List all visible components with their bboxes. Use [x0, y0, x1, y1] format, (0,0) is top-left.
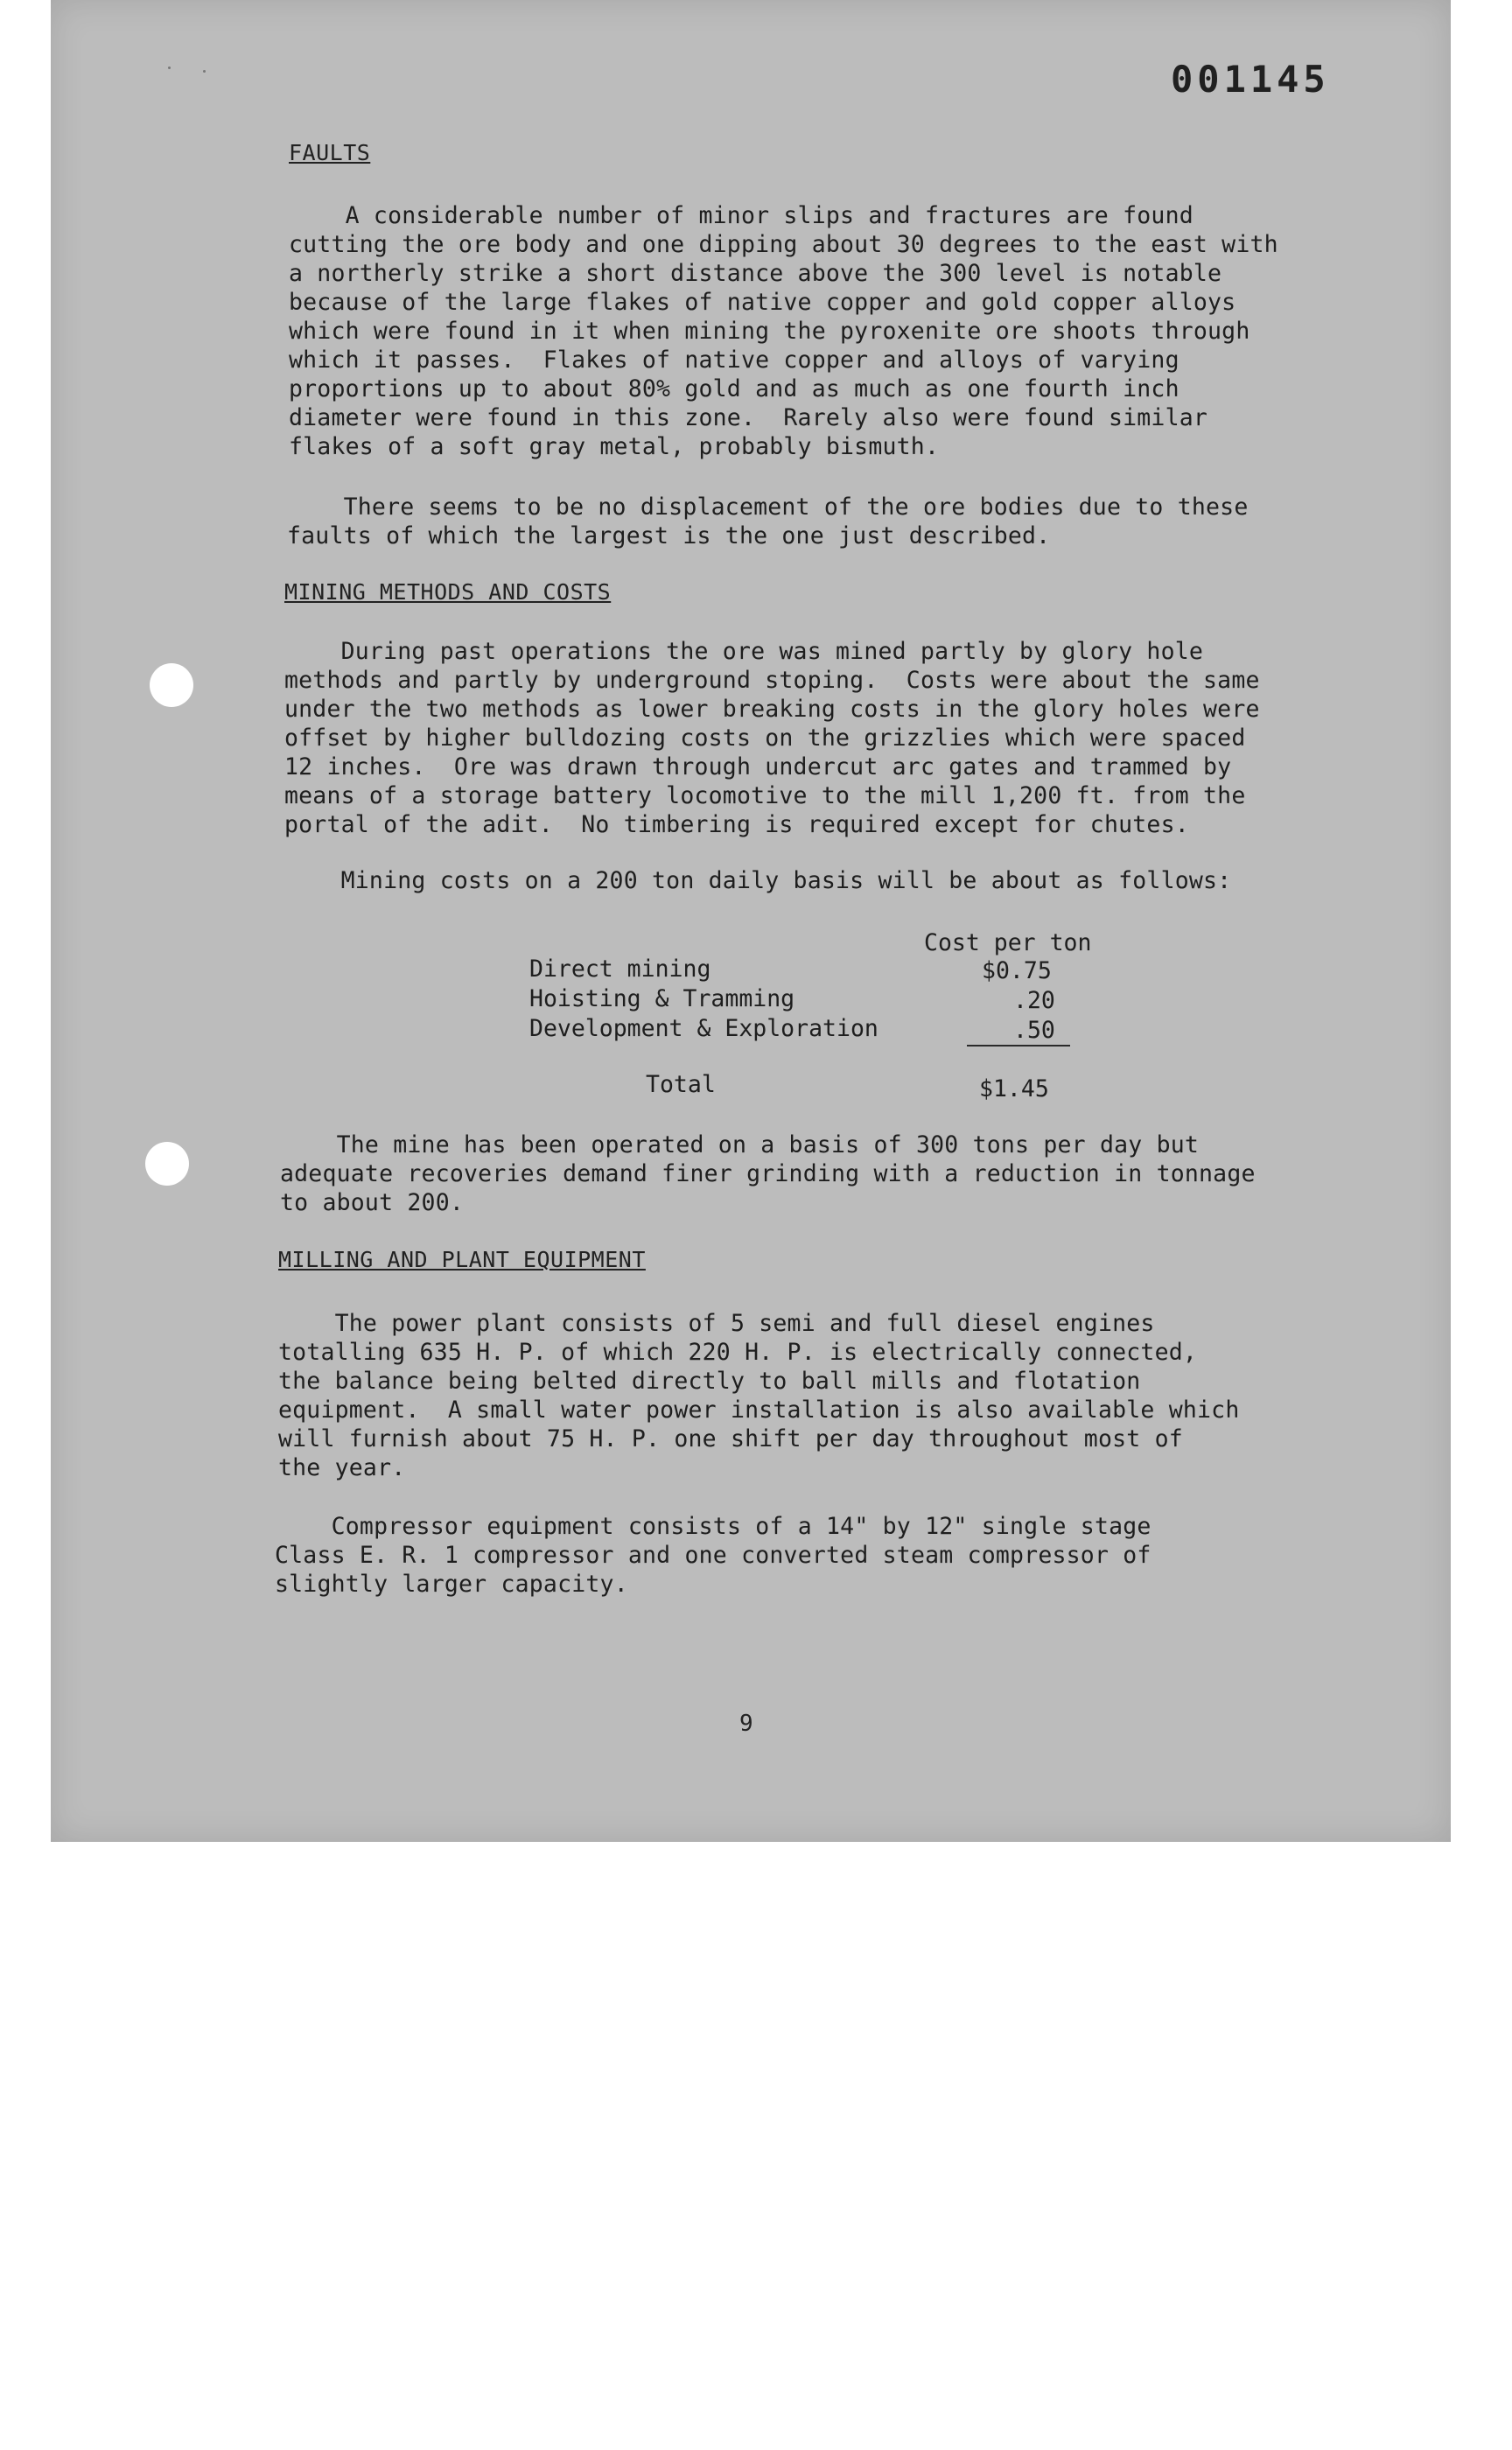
total-value: $1.45 [979, 1075, 1049, 1102]
faults-paragraph-1: A considerable number of minor slips and fractures are found cutting the ore body and one dipping about 30 degrees to the east with a northerly strike a short distance above the 300 level is notable because of the large flakes of native copper and gold copper alloys which were found in it when mining the pyroxenite ore shoots through which it passes. Flakes of native copper and alloys of varying proportions up to about 80% gold and as much as one fourth inch diameter were found in this zone. Rarely also were found similar flakes of a soft gray metal, probably bismuth. [289, 202, 1278, 460]
milling-paragraph-2: Compressor equipment consists of a 14" by 12" single stage Class E. R. 1 compressor and one converted steam compressor of slightly larger capacity. [275, 1513, 1152, 1598]
document-number: 001145 [1171, 58, 1330, 101]
total-label: Total [646, 1071, 716, 1098]
section-heading-faults: FAULTS [289, 140, 371, 165]
section-heading-milling: MILLING AND PLANT EQUIPMENT [278, 1247, 646, 1272]
cost-row-value: $0.75 [982, 957, 1052, 984]
mining-paragraph-1: During past operations the ore was mined partly by glory hole methods and partly by underground stoping. Costs were about the same under the two methods as lower breaking costs in the glory holes were offset by higher bulldozing costs on the grizzlies which were spaced 12 inches. Ore was drawn through undercut arc gates and trammed by means of a storage battery locomotive to the mill 1,200 ft. from the portal of the adit. No timbering is required except for chutes. [284, 638, 1260, 838]
cost-row-label: Development & Exploration [529, 1015, 878, 1042]
cost-row-value: .20 [1013, 987, 1055, 1014]
milling-paragraph-1: The power plant consists of 5 semi and full diesel engines totalling 635 H. P. of which 220 H. P. is electrically connected, the balance being belted directly to ball mills and flotation equipment. A small water power installation is also available which will furnish about 75 H. P. one shift per day throughout most of the year. [278, 1310, 1240, 1481]
mining-paragraph-3: The mine has been operated on a basis of 300 tons per day but adequate recoveries demand finer grinding with a reduction in tonnage to about 200. [280, 1131, 1256, 1216]
cost-row-value: .50 [1013, 1017, 1055, 1044]
total-underline [967, 1045, 1070, 1046]
punch-hole [150, 663, 193, 707]
mining-paragraph-2: Mining costs on a 200 ton daily basis will be about as follows: [284, 867, 1232, 894]
paper-speck [168, 66, 171, 69]
page-number: 9 [739, 1711, 753, 1737]
paper-speck [203, 70, 206, 73]
punch-hole [145, 1142, 189, 1186]
section-heading-mining: MINING METHODS AND COSTS [284, 579, 612, 605]
cost-row-label: Direct mining [529, 956, 711, 983]
cost-row-label: Hoisting & Tramming [529, 985, 795, 1012]
cost-column-header: Cost per ton [924, 929, 1092, 956]
faults-paragraph-2: There seems to be no displacement of the ore bodies due to these faults of which the largest is the one just described. [287, 494, 1249, 550]
